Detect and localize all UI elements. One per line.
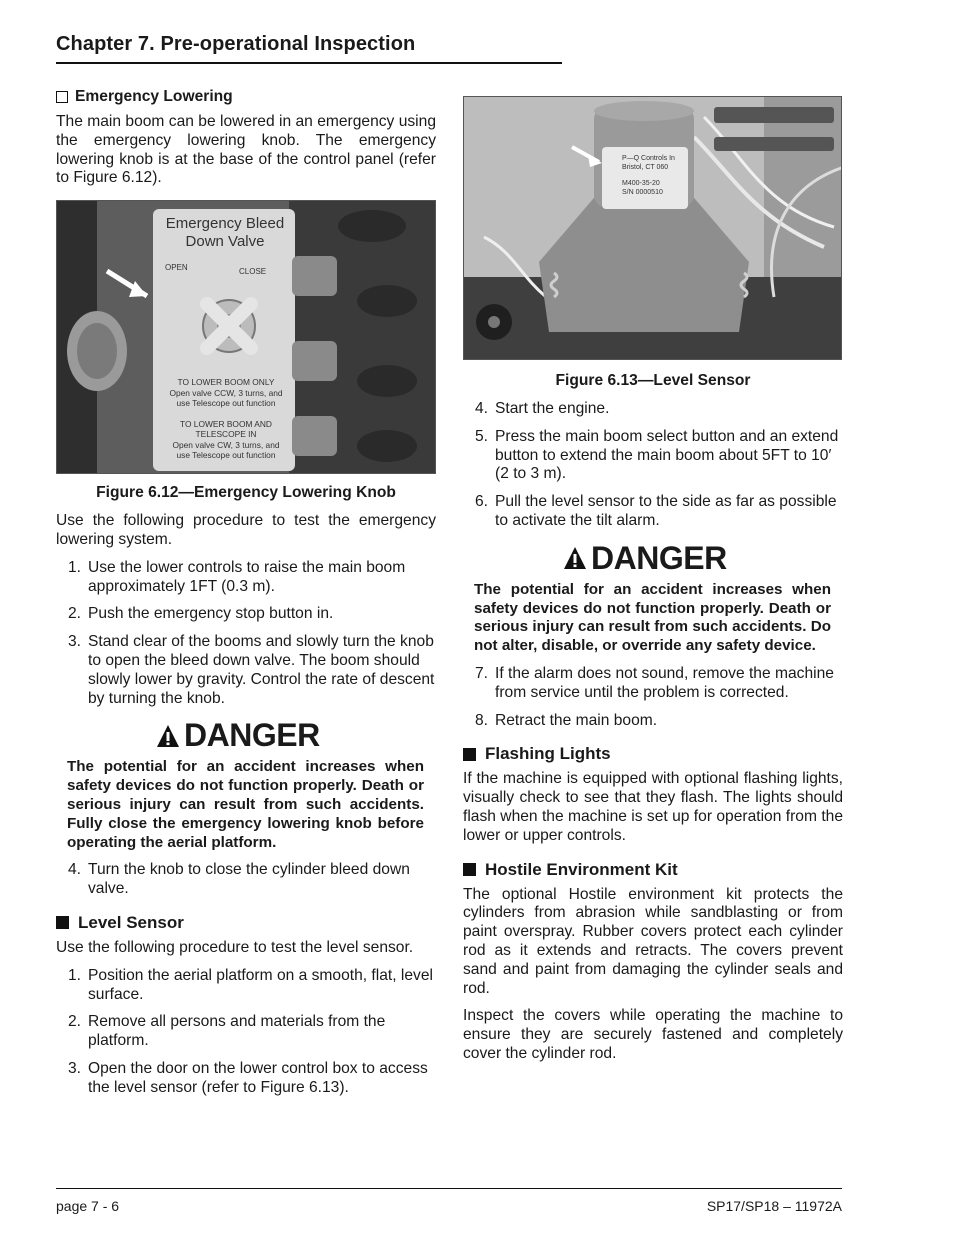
hostile-environment-heading: Hostile Environment Kit (463, 860, 843, 880)
danger-heading: DANGER (563, 540, 843, 577)
list-item: 7. If the alarm does not sound, remove the machine from service until the problem is corrected. (475, 664, 834, 701)
hostile-environment-inspect: Inspect the covers while operating the machine to ensure they are securely fastened and completely cover the cylinder rod. (463, 1007, 843, 1062)
section-square-icon (463, 863, 476, 876)
valve-label: Emergency Bleed Down Valve (165, 215, 285, 251)
warning-triangle-icon (563, 546, 587, 570)
figure-6-12-caption: Figure 6.12—Emergency Lowering Knob (96, 484, 396, 502)
level-steps (56, 967, 436, 1098)
page-number: page 7 - 6 (56, 1198, 120, 1214)
emergency-step-4 (56, 861, 436, 899)
flashing-lights-text: If the machine is equipped with optional flashing lights, visually check to see that they flash. The lights should flash when the machine is set up for operation from the lower or upper controls. (463, 770, 843, 844)
open-label: OPEN (165, 263, 188, 273)
level-sensor-heading: Level Sensor (56, 913, 436, 933)
danger-text: The potential for an accident increases when safety devices do not function properly. Death or serious injury can result from such accidents. Do not alter, disable, or override any safety device. (474, 580, 831, 655)
document-id: SP17/SP18 – 11972A (706, 1198, 842, 1214)
close-label: CLOSE (239, 267, 267, 277)
emergency-steps (56, 559, 436, 709)
figure-emergency-knob (56, 200, 436, 474)
flashing-lights-heading: Flashing Lights (463, 744, 843, 764)
level-sensor-photo (464, 97, 842, 360)
section-square-icon (463, 748, 476, 761)
right-column (463, 96, 843, 1073)
emergency-intro: The main boom can be lowered in an emergency using the emergency lowering knob. The emergency lowering knob is at the base of the control panel (refer to Figure 6.12). (56, 113, 436, 187)
list-item: 3. Open the door on the lower control box to access the level sensor (refer to Figure 6.13). (68, 1059, 428, 1096)
danger-text: The potential for an accident increases when safety devices do not function properly. Death or serious injury can result from such accidents. Fully close the emergency lowering knob before operating the aerial platform. (67, 758, 424, 851)
list-item: 8. Retract the main boom. (475, 711, 658, 729)
page-header (56, 33, 562, 64)
checkbox-icon (56, 91, 68, 103)
sensor-label: P—Q Controls In Bristol, CT 060 M400-35-20 S/N 0000510 (622, 155, 675, 196)
level-steps-continued (463, 400, 843, 531)
hostile-environment-text: The optional Hostile environment kit protects the cylinders from abrasion while sandblasting or from paint overspray. Rubber covers protect each cylinder rod as it extends and retracts. The covers prevent sand and paint from damaging the cylinder seals and rod. (463, 885, 843, 997)
danger-heading: DANGER (156, 717, 436, 754)
left-column (56, 88, 436, 1107)
level-steps-final (463, 665, 843, 730)
figure-level-sensor (463, 96, 842, 360)
warning-triangle-icon (156, 724, 180, 748)
list-item: 1. Use the lower controls to raise the main boom approximately 1FT (0.3 m). (68, 558, 406, 595)
list-item: 4. Start the engine. (475, 400, 610, 417)
list-item: 6. Pull the level sensor to the side as far as possible to activate the tilt alarm. (475, 493, 837, 529)
chapter-title: Chapter 7. Pre-operational Inspection (56, 33, 416, 55)
emergency-lowering-heading: Emergency Lowering (56, 88, 436, 106)
lower-boom-instructions: TO LOWER BOOM ONLY Open valve CCW, 3 turns, and use Telescope out function TO LOWER BOOM AND TELESCOPE IN Open valve CW, 3 turns, and use Telescope out function (169, 377, 283, 461)
list-item: 5. Press the main boom select button and an extend button to extend the main boom about 5FT to 10′ (2 to 3 m). (475, 427, 839, 483)
list-item: 4. Turn the knob to close the cylinder bleed down valve. (68, 861, 410, 898)
list-item: 2. Remove all persons and materials from the platform. (68, 1013, 386, 1050)
figure-6-13-caption: Figure 6.13—Level Sensor (555, 372, 751, 389)
level-intro: Use the following procedure to test the level sensor. (56, 938, 414, 956)
list-item: 3. Stand clear of the booms and slowly turn the knob to open the bleed down valve. The boom should slowly lower by gravity. Control the rate of descent by turning the knob. (68, 633, 435, 707)
list-item: 2. Push the emergency stop button in. (68, 605, 334, 623)
list-item: 1. Position the aerial platform on a smooth, flat, level surface. (68, 966, 433, 1003)
emergency-procedure-intro: Use the following procedure to test the emergency lowering system. (56, 512, 436, 548)
page-footer (56, 1188, 842, 1214)
section-square-icon (56, 916, 69, 929)
